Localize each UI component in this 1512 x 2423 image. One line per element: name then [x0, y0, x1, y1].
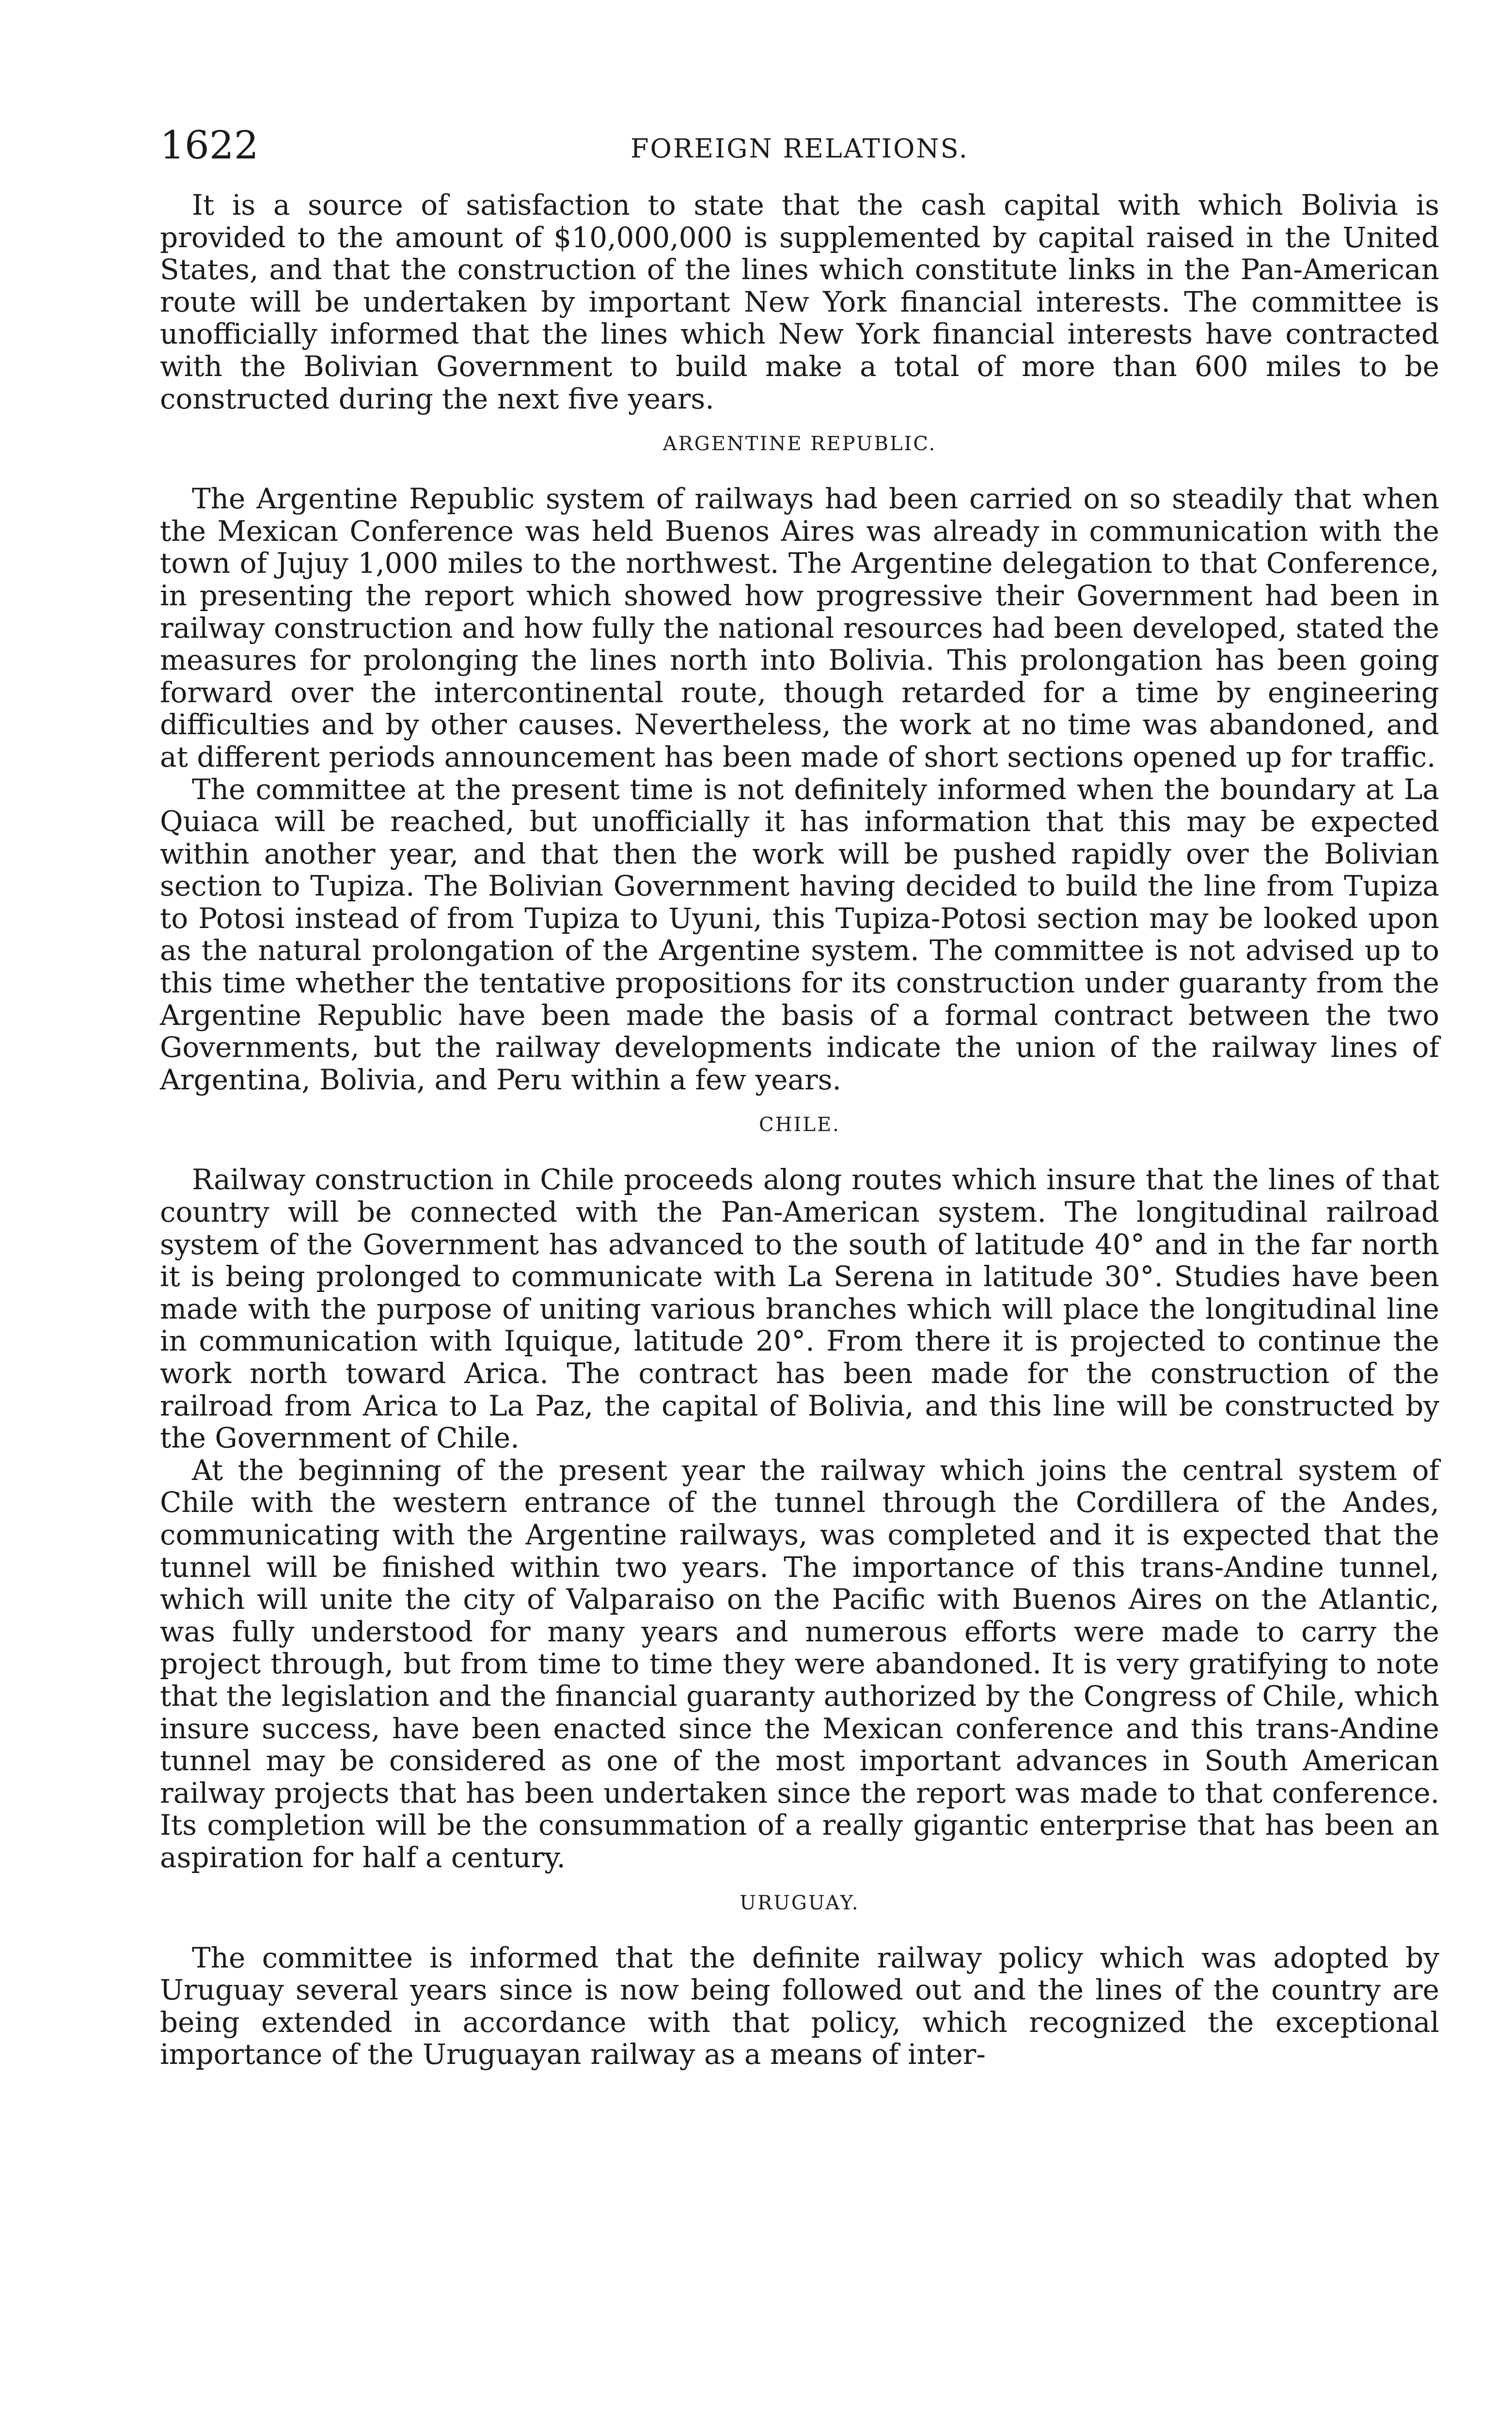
paragraph: The committee at the present time is not definitely informed when the boundary at La Quiaca will be reached, but unofficially it has information that this may be expected within another year, and that then the work will be pushed rapidly over the Bolivian section to Tupiza. The Bolivian Government having decided to build the line from Tupiza to Potosi instead of from Tupiza to Uyuni, this Tupiza-Potosi section may be looked upon as the natural prolongation of the Argentine system. The committee is not advised up to this time whether the tentative propositions for its construction under guaranty from the Argentine Republic have been made the basis of a formal contract between the two Governments, but the railway developments indicate the union of the railway lines of Argentina, Bolivia, and Peru within a few years.	[160, 772, 1439, 1096]
section-chile	[160, 1110, 1439, 1873]
paragraph: At the beginning of the present year the railway which joins the central system of Chile with the western entrance of the tunnel through the Cordillera of the Andes, communicating with the Argentine railways, was completed and it is expected that the tunnel will be finished within two years. The importance of this trans-Andine tunnel, which will unite the city of Valparaiso on the Pacific with Buenos Aires on the Atlantic, was fully understood for many years and numerous efforts were made to carry the project through, but from time to time they were abandoned. It is very gratifying to note that the legislation and the financial guaranty authorized by the Congress of Chile, which insure success, have been enacted since the Mexican conference and this trans-Andine tunnel may be considered as one of the most important advances in South American railway projects that has been undertaken since the report was made to that conference. Its completion will be the consummation of a really gigantic enterprise that has been an aspiration for half a century.	[160, 1453, 1439, 1874]
section-heading: ARGENTINE REPUBLIC.	[662, 433, 937, 456]
section-heading: URUGUAY.	[740, 1891, 860, 1914]
page-number: 1622	[160, 123, 259, 168]
section-argentine-republic	[160, 429, 1439, 1096]
running-header	[160, 121, 1439, 174]
running-title: FOREIGN RELATIONS.	[630, 133, 969, 164]
section-bolivia-continued	[160, 189, 1439, 415]
paragraph: It is a source of satisfaction to state that the cash capital with which Bolivia is provided to the amount of $10,000,000 is supplemented by capital raised in the United States, and that the construction of the lines which constitute links in the Pan-American route will be undertaken by important New York financial interests. The committee is unofficially informed that the lines which New York financial interests have contracted with the Bolivian Government to build make a total of more than 600 miles to be constructed during the next five years.	[160, 189, 1439, 415]
paragraph: The Argentine Republic system of railways had been carried on so steadily that when the Mexican Conference was held Buenos Aires was already in communication with the town of Jujuy 1,000 miles to the northwest. The Argentine delegation to that Conference, in presenting the report which showed how progressive their Government had been in railway construction and how fully the national resources had been developed, stated the measures for prolonging the lines north into Bolivia. This prolongation has been going forward over the intercontinental route, though retarded for a time by engineering difficulties and by other causes. Nevertheless, the work at no time was abandoned, and at different periods announcement has been made of short sections opened up for traffic.	[160, 482, 1439, 773]
document-page	[160, 121, 1439, 2071]
section-uruguay	[160, 1888, 1439, 2071]
paragraph: The committee is informed that the definite railway policy which was adopted by Uruguay several years since is now being followed out and the lines of the country are being extended in accordance with that policy, which recognized the exceptional importance of the Uruguayan railway as a means of inter-	[160, 1941, 1439, 2071]
paragraph: Railway construction in Chile proceeds along routes which insure that the lines of that country will be connected with the Pan-American system. The longitudinal railroad system of the Government has advanced to the south of latitude 40° and in the far north it is being prolonged to communicate with La Serena in latitude 30°. Studies have been made with the purpose of uniting various branches which will place the longitudinal line in communication with Iquique, latitude 20°. From there it is projected to continue the work north toward Arica. The contract has been made for the construction of the railroad from Arica to La Paz, the capital of Bolivia, and this line will be constructed by the Government of Chile.	[160, 1163, 1439, 1455]
section-heading: CHILE.	[759, 1114, 840, 1136]
